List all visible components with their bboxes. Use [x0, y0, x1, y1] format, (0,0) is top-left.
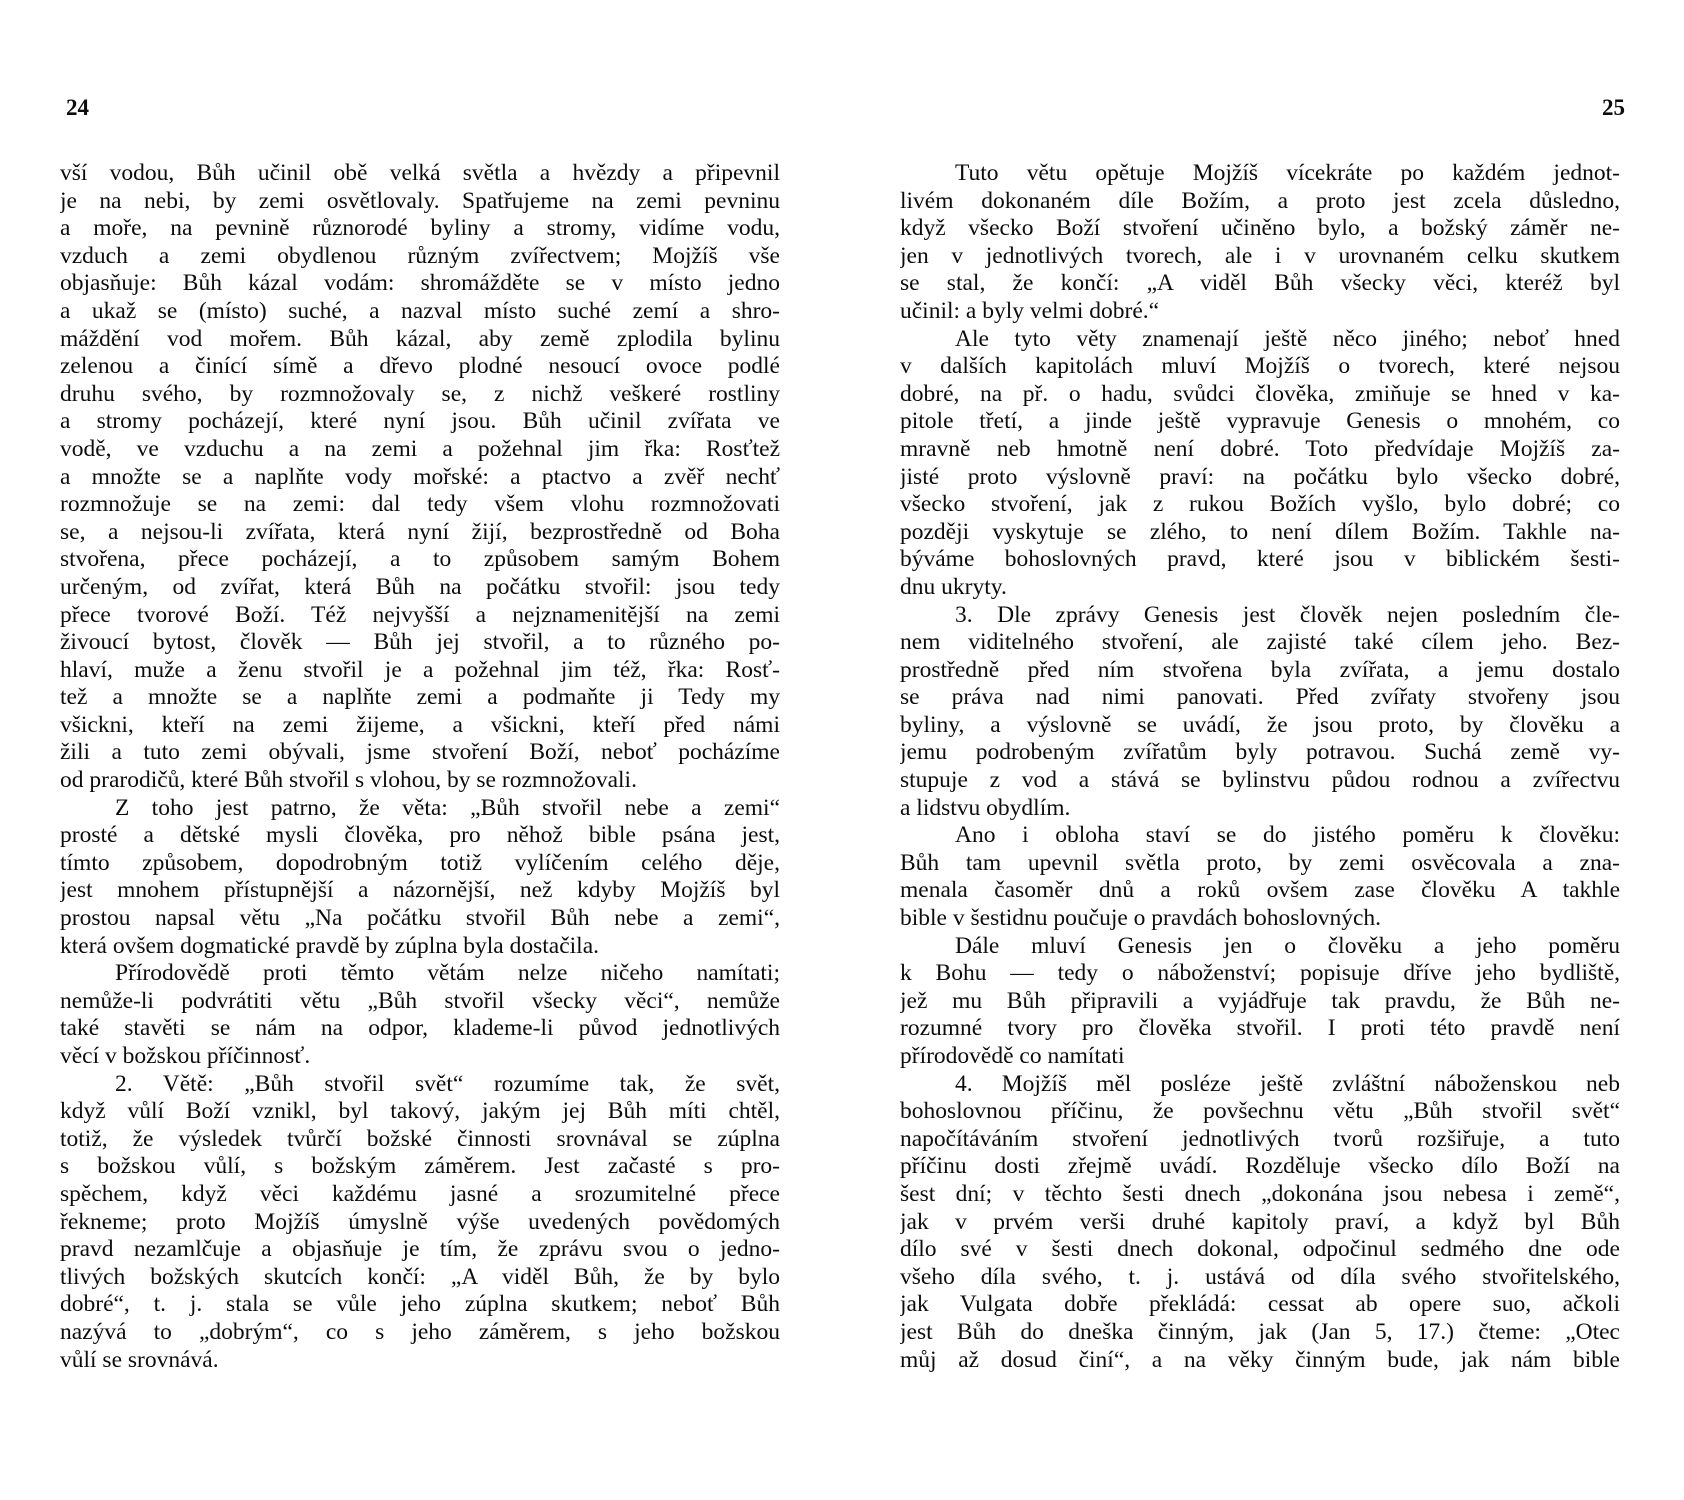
text-line: tež a množte se a naplňte zemi a podmaňte ji Tedy my — [60, 684, 780, 711]
text-line: a moře, na pevnině různorodé byliny a stromy, vidíme vodu, — [60, 215, 780, 242]
text-line: jež mu Bůh připravili a vyjádřuje tak pravdu, že Bůh ne- — [900, 987, 1620, 1014]
text-line: s božskou vůlí, s božským záměrem. Jest začasté s pro- — [60, 1153, 780, 1180]
right-page — [842, 0, 1684, 1500]
text-line: Tuto větu opětuje Mojžíš vícekráte po každém jednot- — [955, 160, 1620, 186]
text-line: menala časoměr dnů a roků ovšem zase člověku A takhle — [900, 877, 1620, 904]
text-line: Dále mluví Genesis jen o člověku a jeho poměru — [955, 932, 1620, 959]
text-line: stvořena, přece pocházejí, a to způsobem samým Bohem — [60, 546, 780, 573]
text-line: Ale tyto věty znamenají ještě něco jiného; neboť hned — [955, 325, 1620, 352]
text-line: můj až dosud činí“, a na věky činným bude, jak nám bible — [900, 1346, 1620, 1373]
text-line: jest Bůh do dneška činným, jak (Jan 5, 17.) čteme: „Otec — [900, 1318, 1620, 1345]
body-text — [60, 160, 780, 1374]
text-line: Ano i obloha staví se do jistého poměru k člověku: — [955, 822, 1620, 849]
text-line: všecko stvoření, jak z rukou Božích vyšlo, bylo dobré; co — [900, 491, 1620, 518]
text-line: jisté proto výslovně praví: na počátku bylo všecko dobré, — [900, 463, 1620, 490]
text-line: stupuje z vod a stává se bylinstvu půdou rodnou a zvířectvu — [900, 767, 1620, 794]
text-line: přece tvorové Boží. Též nejvyšší a nejznamenitější na zemi — [60, 601, 780, 628]
text-line: nazývá to „dobrým“, co s jeho záměrem, s jeho božskou — [60, 1318, 780, 1345]
text-line: od prarodičů, které Bůh stvořil s vlohou, by se rozmnožovali. — [60, 767, 637, 794]
text-line: býváme bohoslovných pravd, které jsou v biblickém šesti- — [900, 546, 1620, 573]
text-line: 2. Větě: „Bůh stvořil svět“ rozumíme tak, že svět, — [115, 1070, 780, 1097]
text-line: věcí v božskou příčinnosť. — [60, 1043, 311, 1069]
text-line: přírodovědě co namítati — [900, 1043, 1125, 1069]
text-line: nemůže-li podvrátiti větu „Bůh stvořil všecky věci“, nemůže — [60, 987, 780, 1014]
text-line: byliny, a výslovně se uvádí, že jsou proto, by člověku a — [900, 711, 1620, 738]
text-line: a stromy pocházejí, které nyní jsou. Bůh učinil zvířata ve — [60, 408, 780, 435]
text-line: jen v jednotlivých tvorech, ale i v urovnaném celku skutkem — [900, 242, 1620, 269]
text-line: pitole třetí, a jinde ještě vypravuje Genesis o mnohém, co — [900, 408, 1620, 435]
page-number: 25 — [1602, 95, 1625, 120]
text-line: prostou napsal větu „Na počátku stvořil Bůh nebe a zemi“, — [60, 905, 780, 932]
text-line: 4. Mojžíš měl posléze ještě zvláštní náboženskou neb — [955, 1070, 1620, 1097]
text-line: rozmnožuje se na zemi: dal tedy všem vlohu rozmnožovati — [60, 491, 780, 518]
text-line: bohoslovnou příčinu, že povšechnu větu „Bůh stvořil svět“ — [900, 1098, 1620, 1125]
text-line: později vyskytuje se zlého, to není dílem Božím. Takhle na- — [900, 518, 1620, 545]
text-line: nem viditelného stvoření, ale zajisté také cílem jeho. Bez- — [900, 629, 1620, 656]
text-line: a ukaž se (místo) suché, a nazval místo suché zemí a shro- — [60, 297, 780, 324]
text-line: se, a nejsou-li zvířata, která nyní žijí, bezprostředně od Boha — [60, 518, 780, 545]
text-line: vůlí se srovnává. — [60, 1346, 219, 1373]
text-line: zelenou a činící símě a dřevo plodné nesoucí ovoce podlé — [60, 353, 780, 380]
text-line: také stavěti se nám na odpor, klademe-li původ jednotlivých — [60, 1015, 780, 1042]
text-line: jak v prvém verši druhé kapitoly praví, a když byl Bůh — [900, 1208, 1620, 1235]
text-line: se práva nad nimi panovati. Před zvířaty stvořeny jsou — [900, 684, 1620, 711]
text-line: jemu podrobeným zvířatům byly potravou. Suchá země vy- — [900, 739, 1620, 766]
text-line: Bůh tam upevnil světla proto, by zemi osvěcovala a zna- — [900, 849, 1620, 876]
text-line: druhu svého, by rozmnožovaly se, z nichž veškeré rostliny — [60, 380, 780, 407]
text-line: dobré, na př. o hadu, svůdci člověka, zmiňuje se hned v ka- — [900, 380, 1620, 407]
text-line: v dalších kapitolách mluví Mojžíš o tvorech, které nejsou — [900, 353, 1620, 380]
page-number: 24 — [66, 95, 89, 120]
text-line: a množte se a naplňte vody mořské: a ptactvo a zvěř nechť — [60, 463, 780, 490]
text-line: totiž, že výsledek tvůrčí božské činnosti srovnával se zúplna — [60, 1125, 780, 1152]
text-line: bible v šestidnu poučuje o pravdách bohoslovných. — [900, 905, 1382, 932]
text-line: všeho díla svého, t. j. ustává od díla svého stvořitelského, — [900, 1263, 1620, 1290]
text-line: je na nebi, by zemi osvětlovaly. Spatřujeme na zemi pevninu — [60, 187, 780, 214]
text-line: živoucí bytost, člověk — Bůh jej stvořil, a to různého po- — [60, 629, 780, 656]
text-line: šest dní; v těchto šesti dnech „dokonána jsou nebesa i země“, — [900, 1180, 1620, 1207]
text-line: učinil: a byly velmi dobré.“ — [900, 297, 1160, 324]
text-line: dílo své v šesti dnech dokonal, odpočinul sedmého dne ode — [900, 1236, 1620, 1263]
text-line: řekneme; proto Mojžíš úmyslně výše uvedených povědomých — [60, 1208, 780, 1235]
text-line: a lidstvu obydlím. — [900, 794, 1071, 821]
text-line: k Bohu — tedy o náboženství; popisuje dříve jeho bydliště, — [900, 960, 1620, 987]
body-text — [900, 160, 1620, 1374]
text-line: když všecko Boží stvoření učiněno bylo, a božský záměr ne- — [900, 215, 1620, 242]
text-line: prosté a dětské mysli člověka, pro něhož bible psána jest, — [60, 822, 780, 849]
text-line: tímto způsobem, dopodrobným totiž vylíčením celého děje, — [60, 849, 780, 876]
text-line: napočítáváním stvoření jednotlivých tvorů rozšiřuje, a tuto — [900, 1125, 1620, 1152]
text-line: mravně neb hmotně není dobré. Toto předvídaje Mojžíš za- — [900, 435, 1620, 462]
text-line: jest mnohem přístupnější a názornější, než kdyby Mojžíš byl — [60, 877, 780, 904]
text-line: vší vodou, Bůh učinil obě velká světla a hvězdy a připevnil — [60, 160, 780, 186]
text-line: vodě, ve vzduchu a na zemi a požehnal jim řka: Rosťtež — [60, 435, 780, 462]
text-line: 3. Dle zprávy Genesis jest člověk nejen posledním čle- — [955, 601, 1620, 628]
text-line: tlivých božských skutcích končí: „A viděl Bůh, že by bylo — [60, 1263, 780, 1290]
text-line: žili a tuto zemi obývali, jsme stvoření Boží, neboť pocházíme — [60, 739, 780, 766]
text-line: dnu ukryty. — [900, 573, 1007, 600]
text-line: spěchem, když věci každému jasné a srozumitelné přece — [60, 1180, 780, 1207]
text-line: dobré“, t. j. stala se vůle jeho zúplna skutkem; neboť Bůh — [60, 1291, 780, 1318]
text-line: vzduch a zemi obydlenou různým zvířectvem; Mojžíš vše — [60, 242, 780, 269]
text-line: určeným, od zvířat, která Bůh na počátku stvořil: jsou tedy — [60, 573, 780, 600]
text-line: hlaví, muže a ženu stvořil je a požehnal jim též, řka: Rosť- — [60, 656, 780, 683]
text-line: livém dokonaném díle Božím, a proto jest zcela důsledno, — [900, 187, 1620, 214]
text-line: máždění vod mořem. Bůh kázal, aby země zplodila bylinu — [60, 325, 780, 352]
text-line: prostředně před ním stvořena byla zvířata, a jemu dostalo — [900, 656, 1620, 683]
text-line: rozumné tvory pro člověka stvořil. I proti této pravdě není — [900, 1015, 1620, 1042]
text-line: když vůlí Boží vznikl, byl takový, jakým jej Bůh míti chtěl, — [60, 1098, 780, 1125]
text-line: všickni, kteří na zemi žijeme, a všickni, kteří před námi — [60, 711, 780, 738]
text-line: která ovšem dogmatické pravdě by zúplna byla dostačila. — [60, 932, 600, 959]
text-line: jak Vulgata dobře překládá: cessat ab opere suo, ačkoli — [900, 1291, 1620, 1318]
text-line: se stal, že končí: „A viděl Bůh všecky věci, kteréž byl — [900, 270, 1620, 297]
text-line: Přírodovědě proti těmto větám nelze ničeho namítati; — [115, 960, 780, 987]
text-line: příčinu dosti zřejmě uvádí. Rozděluje všecko dílo Boží na — [900, 1153, 1620, 1180]
text-line: Z toho jest patrno, že věta: „Bůh stvořil nebe a zemi“ — [115, 794, 780, 821]
text-line: pravd nezamlčuje a objasňuje je tím, že zprávu svou o jedno- — [60, 1236, 780, 1263]
text-line: objasňuje: Bůh kázal vodám: shromážděte se v místo jedno — [60, 270, 780, 297]
